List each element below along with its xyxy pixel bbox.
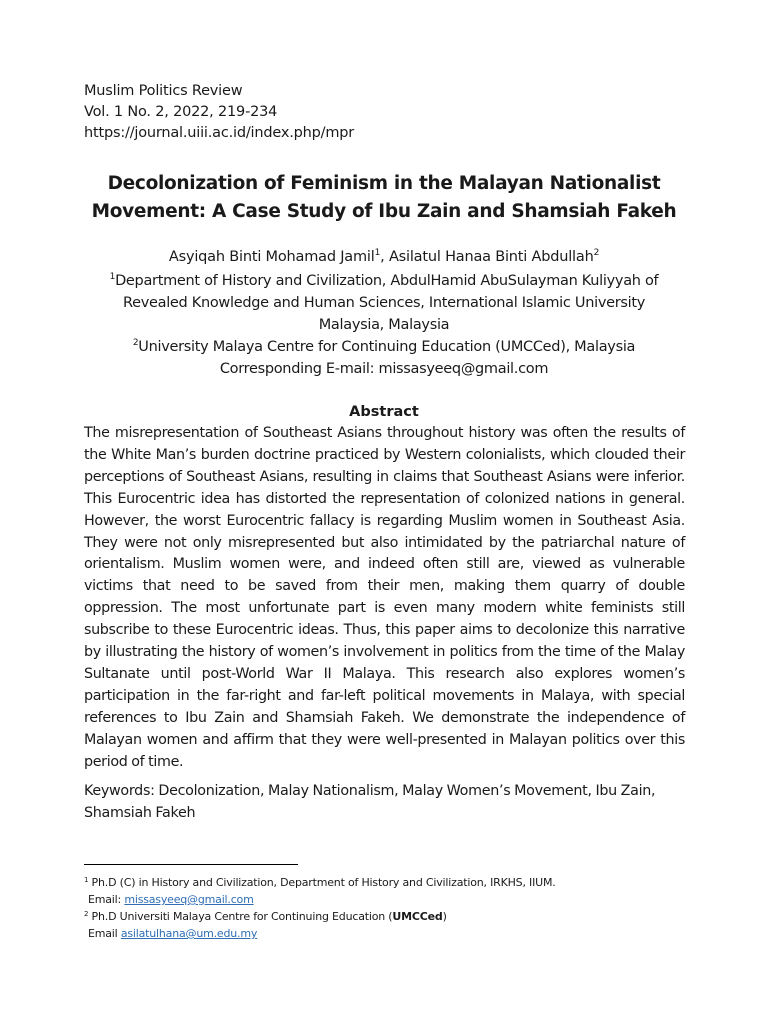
title-line-2: Movement: A Case Study of Ibu Zain and Shamsiah Fakeh [91,201,677,222]
journal-url: https://journal.uiii.ac.id/index.php/mpr [84,125,355,141]
author-1-name: Asyiqah Binti Mohamad Jamil [168,249,375,265]
footnote-2-close: ) [442,910,447,923]
footnote-1-email-link[interactable]: missasyeeq@gmail.com [124,893,254,906]
footnote-divider [84,864,298,865]
footnote-1-text: Ph.D (C) in History and Civilization, Department of History and Civilization, IRKHS, IIUM. [88,876,556,889]
corresponding-email: Corresponding E-mail: missasyeeq@gmail.com [219,361,549,377]
journal-name: Muslim Politics Review [84,83,243,99]
affil-1-mark: 1 [109,272,116,282]
keywords-label: Keywords: [84,783,155,799]
affil-2-line-1: University Malaya Centre for Continuing Education (UMCCed), Malaysia [138,339,636,355]
footnote-2-email-line [84,925,704,942]
abstract-heading: Abstract [349,404,419,420]
footnote-1 [84,874,704,891]
footnotes [84,874,704,942]
keywords [84,780,689,824]
abstract-body: The misrepresentation of Southeast Asians throughout history was often the results of the White Man’s burden doctrine practiced by Western colonialists, which clouded their perceptions of Southeast Asians, resulting in claims that Southeast Asians were inferior. This Eurocentric idea has distorted the representation of colonized nations in general. However, the worst Eurocentric fallacy is regarding Muslim women in Southeast Asia. They were not only misrepresented but also intimidated by the patriarchal nature of orientalism. Muslim women were, and indeed often still are, viewed as vulnerable victims that need to be saved from their men, making them quarry of double oppression. The most unfortunate part is even many modern white feminists still subscribe to these Eurocentric ideas. Thus, this paper aims to decolonize this narrative by illustrating the history of women’s involvement in politics from the time of the Malay Sultanate until post-World War II Malaya. This research also explores women’s participation in the far-right and far-left political movements in Malaya, with special references to Ibu Zain and Shamsiah Fakeh. We demonstrate the independence of Malayan women and affirm that they were well-presented in Malayan politics over this period of time. [84,425,685,770]
footnote-2-mark: 2 [84,910,89,918]
author-2-mark: 2 [593,248,600,258]
paper-title [60,170,708,226]
footnote-1-mark: 1 [84,876,89,884]
author-list [60,246,708,268]
journal-volume: Vol. 1 No. 2, 2022, 219-234 [84,104,278,120]
footnote-1-email-label: Email: [88,893,125,906]
footnote-1-email-line [84,891,704,908]
footnote-2-bold: UMCCed [392,910,443,923]
affil-1-line-2: Revealed Knowledge and Human Sciences, International Islamic University [122,295,646,311]
affil-2-mark: 2 [132,338,139,348]
author-1-mark: 1 [374,248,381,258]
journal-header [84,81,354,144]
footnote-2-email-label: Email [88,927,121,940]
affil-1-line-3: Malaysia, Malaysia [318,317,450,333]
affil-1-line-1: Department of History and Civilization, AbdulHamid AbuSulayman Kuliyyah of [115,273,659,289]
keywords-text: Decolonization, Malay Nationalism, Malay Women’s Movement, Ibu Zain, Shamsiah Fakeh [84,783,656,821]
footnote-2 [84,908,704,925]
author-separator: , [380,249,389,265]
title-line-1: Decolonization of Feminism in the Malayan Nationalist [107,173,661,194]
footnote-2-text: Ph.D Universiti Malaya Centre for Continuing Education ( [88,910,393,923]
affiliations [90,270,678,380]
author-2-name: Asilatul Hanaa Binti Abdullah [388,249,594,265]
footnote-2-email-link[interactable]: asilatulhana@um.edu.my [120,927,258,940]
